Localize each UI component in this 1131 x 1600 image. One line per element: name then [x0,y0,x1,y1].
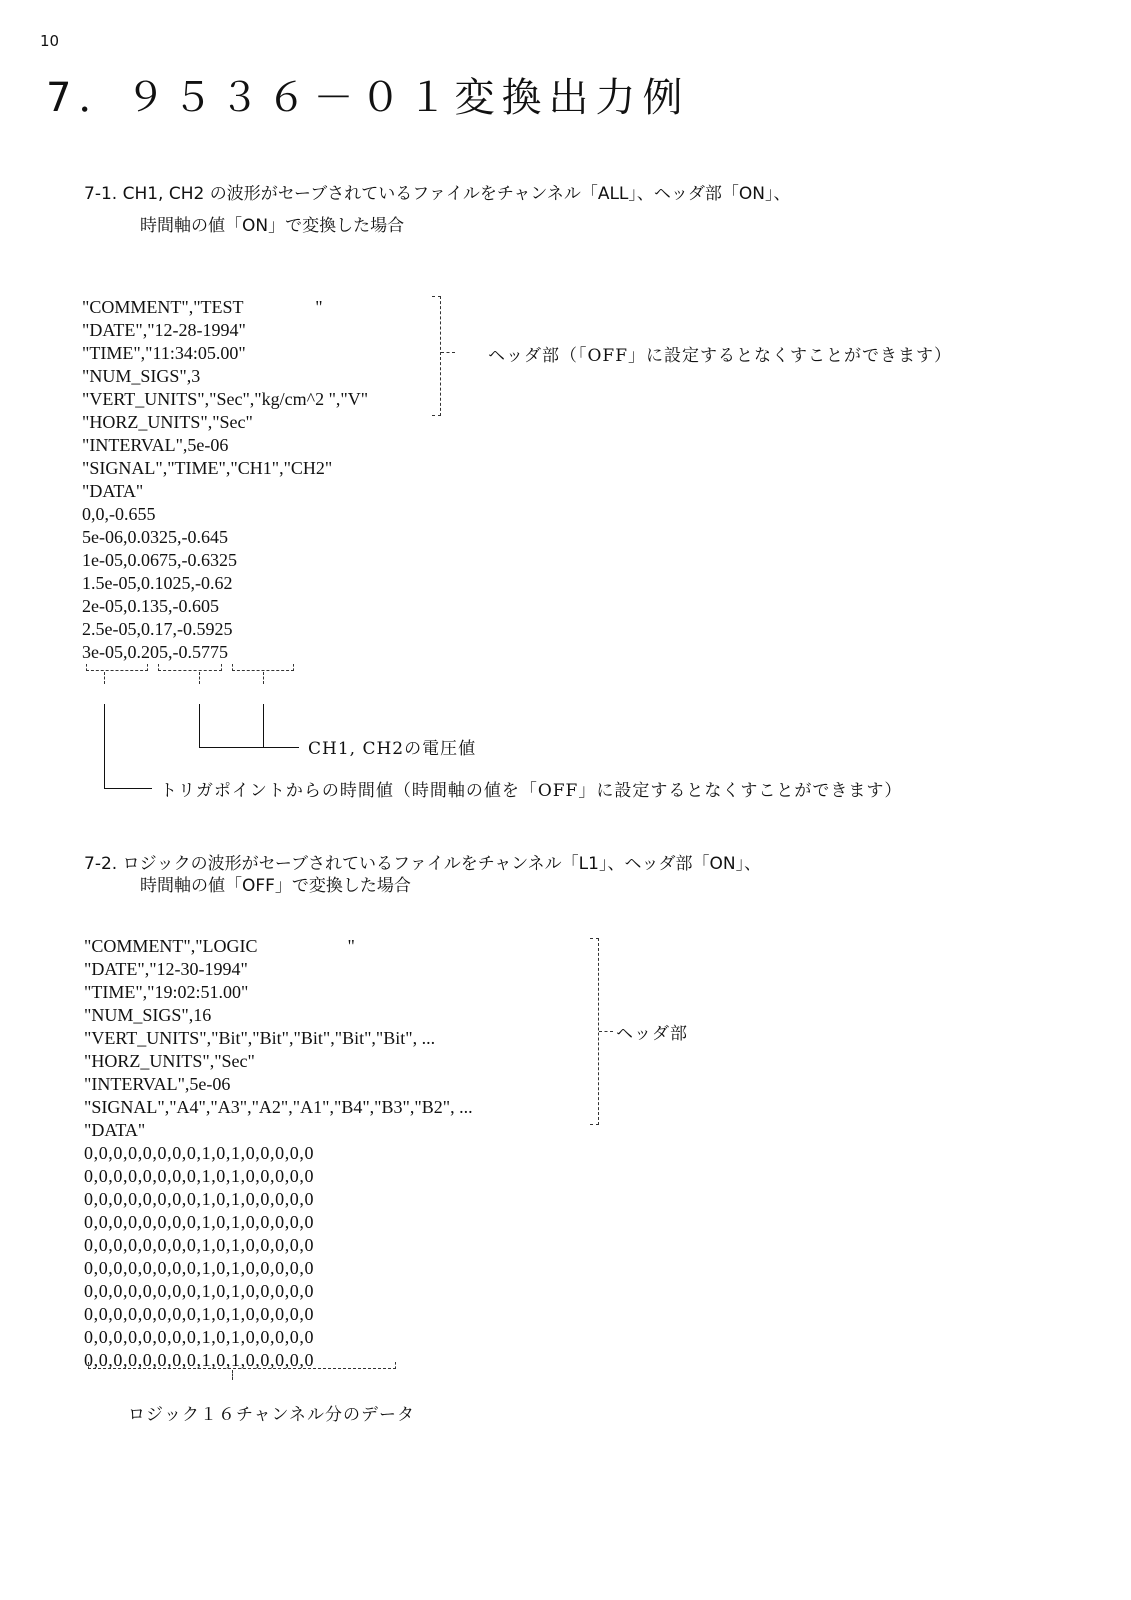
section2-data-block: 0,0,0,0,0,0,0,0,1,0,1,0,0,0,0,0 0,0,0,0,0,0,0,0,1,0,1,0,0,0,0,0 0,0,0,0,0,0,0,0,1,0,1,0,0,0,0,0 0,0,0,0,0,0,0,0,1,0,1,0,0,0,0,0 0,0,0,0,0,0,0,0,1,0,1,0,0,0,0,0 0,0,0,0,0,0,0,0,1,0,1,0,0,0,0,0 0,0,0,0,0,0,0,0,1,0,1,0,0,0,0,0 0,0,0,0,0,0,0,0,1,0,1,0,0,0,0,0 0,0,0,0,0,0,0,0,1,0,1,0,0,0,0,0 0,0,0,0,0,0,0,0,1,0,1,0,0,0,0,0 [84,1143,315,1370]
time-bracket-tick [104,672,105,684]
ch1-leader [199,704,200,748]
section1-header-block: "COMMENT","TEST " "DATE","12-28-1994" "TIME","11:34:05.00" "NUM_SIGS",3 "VERT_UNITS","Sec","kg/cm^2 ","V" "HORZ_UNITS","Sec" "INTERVAL",5e-06 "SIGNAL","TIME","CH1","CH2" "DATA" [82,297,369,501]
header-bracket-leader [441,352,455,353]
section1-header-note: ヘッダ部（「OFF」に設定するとなくすことができます） [488,346,953,366]
section2-header-note: ヘッダ部 [616,1024,688,1044]
ch1-column-bracket [158,664,222,671]
header-bracket [432,296,441,416]
section1-subheading: 時間軸の値「ON」で変換した場合 [140,216,405,236]
time-leader [104,704,105,789]
section2-header-block: "COMMENT","LOGIC " "DATE","12-30-1994" "TIME","19:02:51.00" "NUM_SIGS",16 "VERT_UNITS","Bit","Bit","Bit","Bit","Bit", ... "HORZ_UNITS","Sec" "INTERVAL",5e-06 "SIGNAL","A4","A3","A2","A1","B4","B3","B2", ... "DATA" [84,936,473,1140]
ch2-column-bracket [232,664,294,671]
logic-bracket-tick [232,1370,233,1380]
section2-subheading: 時間軸の値「OFF」で変換した場合 [140,876,411,896]
page-title: 7．９５３６－０１変換出力例 [46,75,690,121]
ch1-bracket-tick [199,672,200,684]
ch2-bracket-tick [263,672,264,684]
voltage-note: CH1, CH2の電圧値 [308,739,477,759]
time-leader-horizontal [104,788,152,789]
voltage-leader [199,747,299,748]
ch2-leader [263,704,264,748]
page-number: 10 [40,32,60,50]
header-bracket-2 [590,938,599,1125]
header-bracket-2-leader [599,1031,613,1032]
logic-data-note: ロジック１６チャンネル分のデータ [128,1405,415,1425]
section1-heading: 7-1. CH1, CH2 の波形がセーブされているファイルをチャンネル「ALL」、ヘッダ部「ON」、 [84,184,791,204]
time-column-bracket [86,664,148,671]
time-note: トリガポイントからの時間値（時間軸の値を「OFF」に設定するとなくすことができます） [160,781,903,801]
section1-data-block: 0,0,-0.655 5e-06,0.0325,-0.645 1e-05,0.0675,-0.6325 1.5e-05,0.1025,-0.62 2e-05,0.135,-0.605 2.5e-05,0.17,-0.5925 3e-05,0.205,-0.5775 [82,504,237,662]
section2-heading: 7-2. ロジックの波形がセーブされているファイルをチャンネル「L1」、ヘッダ部「ON」、 [84,854,762,874]
logic-data-bracket [88,1362,396,1369]
